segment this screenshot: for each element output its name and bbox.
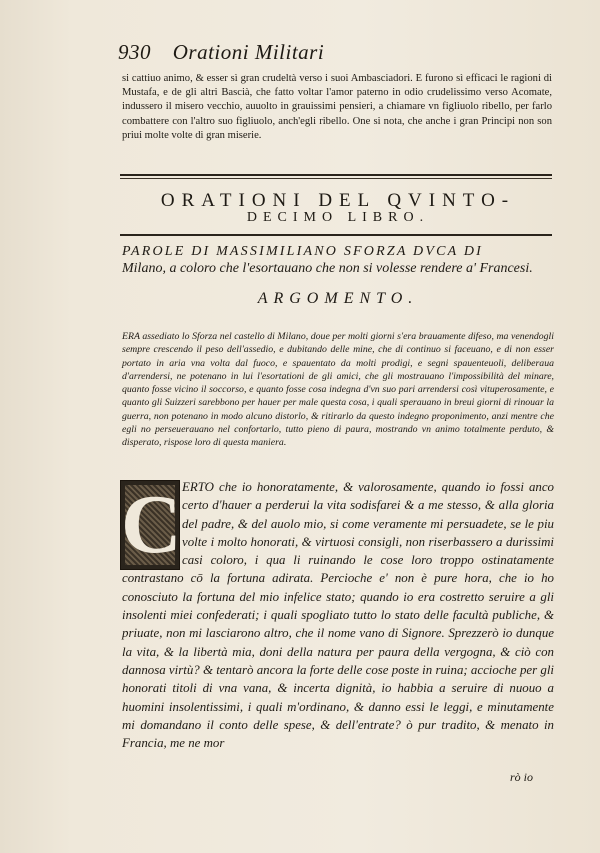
running-title: Orationi Militari	[172, 40, 325, 64]
book-title-line2: DECIMO LIBRO.	[246, 210, 430, 225]
initial-space	[121, 478, 182, 571]
oration-body	[122, 478, 554, 752]
argomento-heading: ARGOMENTO.	[257, 290, 419, 307]
section-divider-thick	[120, 174, 552, 176]
page-number: 930	[118, 40, 151, 64]
initial-letter: C	[121, 478, 182, 571]
title-divider	[120, 234, 552, 236]
oration-title-caps: PAROLE DI MASSIMILIANO SFORZA DVCA DI	[122, 244, 483, 259]
book-title-line1: ORATIONI DEL QVINTO-	[160, 190, 516, 211]
oration-body-text: ERTO che io honoratamente, & valorosamente, quando io fossi anco certo d'hauer a perderui la vita sodisfarei & a me stesso, & alla gloria del padre, & del auolo mio, si come veramente mi persuadete, se le piu volte i molto honorati, & virtuosi consigli, non riserbassero a durissimi casi coloro, i qua li ruinando le cose loro troppo ostinatamente contrastano cō la fortuna adirata. Percioche e' non è pure hora, che io ho conosciuto la fortuna del mio infelice stato; quando io era costretto seruire a gli insolenti miei confederati; i quali spogliato tutto lo stato delle facultà publiche, & priuate, non mi lasciarono altro, che il nome vano di Signore. Sprezzerò io dunque la vita, & la libertà mia, doni della natura per paura della vergogna, & ciò con dannosa virtù? & tentarò ancora la forte delle cose poste in ruina; accioche per gli honorati titoli di vna vana, & incerta dignità, io habbia a seruire di nuouo a huomini insolentissimi, i quali m'ordinano, & danno essi le leggi, e minutamente mi domandano il conto delle spese, & dell'entrate? ò pur tradito, & menato in Francia, me ne mor	[122, 480, 554, 751]
oration-title-rest: Milano, a coloro che l'esortauano che non si volesse rendere a' Francesi.	[122, 261, 533, 276]
section-divider-thin	[120, 178, 552, 179]
page-header	[118, 40, 324, 65]
argomento-paragraph: ERA assediato lo Sforza nel castello di Milano, doue per molti giorni s'era brauamente difeso, ma venendogli sempre crescendo il peso dell'assedio, e dubitando delle mine, che di continuo si faceuano, e di non esser portato in aria vna volta dal fuoco, e spauentato da molti prodigi, e segni spauenteuoli, deliberaua d'arrendersi, ne potenano in lui l'esortationi de gli amici, che gli mostrauano l'impossibilità del minare, quanto fosse vicino il soccorso, e quanto fosse cosa indegna d'vn suo pari arrendersi così vituperosamente, e quanto gli Suizzeri sarebbono per hauer per male questa cosa, i quali sperauano in breui giorni di rinouar la guerra, non potenano in modo alcuno distorlo, & ritirarlo da questo indegno proponimento, anzi mentre che egli no perseuerauano nel confortarlo, tutto pieno di paura, mostrando vn animo totalmente perduto, & disperato, rispose loro di questa maniera.	[122, 331, 554, 449]
intro-paragraph: si cattiuo animo, & esser sì gran crudeltà verso i suoi Ambasciadori. E furono sì efficaci le ragioni di Mustafa, e de gli altri Bascià, che fatto voltar l'amor paterno in odio crudelissimo verso Acomate, indussero il misero vecchio, auuolto in grauissimi pensieri, a chiamare vn figliuolo ribello, per farlo combattere con l'altro suo figliuolo, anch'egli ribello. One si nota, che anche i gran Principi non son priui molte volte di gran miserie.	[122, 73, 552, 141]
catchword: rò io	[510, 770, 534, 784]
oration-title	[122, 243, 554, 277]
